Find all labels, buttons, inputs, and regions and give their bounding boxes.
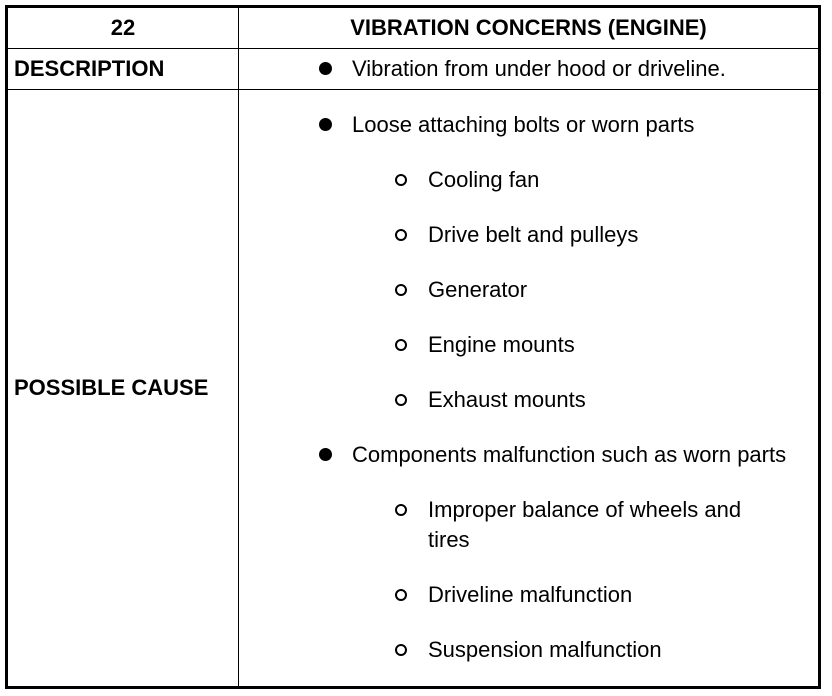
bullet-circle-icon: [395, 394, 407, 406]
possible-cause-label: POSSIBLE CAUSE: [7, 90, 239, 688]
cause-subitem-text: Drive belt and pulleys: [428, 221, 639, 247]
bullet-circle-icon: [395, 644, 407, 656]
cause-subitem: [395, 330, 818, 360]
cause-subitem: [395, 495, 818, 555]
cause-subitem-text: Cooling fan: [428, 166, 540, 192]
bullet-dot-icon: [319, 62, 332, 75]
bullet-circle-icon: [395, 229, 407, 241]
cause-text: Loose attaching bolts or worn parts: [352, 111, 695, 137]
cause-subitem-text: Generator: [428, 276, 528, 302]
bullet-circle-icon: [395, 174, 407, 186]
cause-subitem: [395, 220, 818, 250]
bullet-circle-icon: [395, 589, 407, 601]
bullet-circle-icon: [395, 284, 407, 296]
cause-subitem-text: Engine mounts: [428, 331, 575, 357]
description-row: [7, 49, 820, 90]
description-item: [319, 54, 818, 84]
cause-subitem-text: Exhaust mounts: [428, 386, 586, 412]
cause-item: [319, 110, 818, 140]
description-label: DESCRIPTION: [7, 49, 239, 90]
bullet-dot-icon: [319, 448, 332, 461]
cause-subitem: [395, 385, 818, 415]
cause-subitem: [395, 635, 818, 665]
bullet-circle-icon: [395, 339, 407, 351]
cause-subitem-text: Improper balance of wheels and tires: [428, 496, 742, 552]
diagnostic-table: [5, 5, 821, 689]
bullet-dot-icon: [319, 118, 332, 131]
cause-subitem: [395, 165, 818, 195]
concern-title: VIBRATION CONCERNS (ENGINE): [239, 7, 820, 49]
cause-subitem-text: Suspension malfunction: [428, 636, 662, 662]
cause-subitem: [395, 275, 818, 305]
cause-subitem-text: Driveline malfunction: [428, 581, 633, 607]
cause-item: [319, 440, 818, 470]
description-text: Vibration from under hood or driveline.: [352, 56, 726, 81]
possible-cause-cell: [239, 90, 820, 688]
cause-text: Components malfunction such as worn parts: [352, 441, 787, 467]
possible-cause-row: [7, 90, 820, 688]
bullet-circle-icon: [395, 504, 407, 516]
header-row: [7, 7, 820, 49]
cause-subitem: [395, 580, 818, 610]
concern-number: 22: [7, 7, 239, 49]
description-cell: [239, 49, 820, 90]
